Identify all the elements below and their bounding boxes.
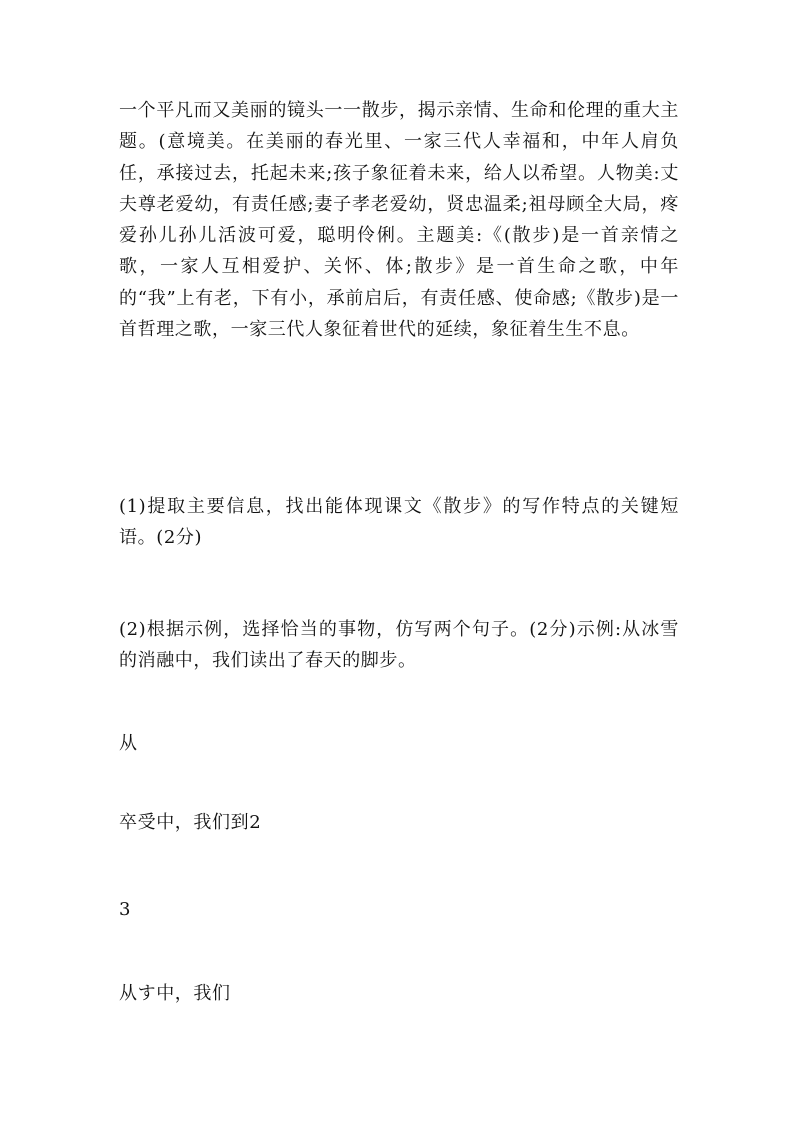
passage-paragraph: 一个平凡而又美丽的镜头一一散步，揭示亲情、生命和伦理的重大主题。(意境美。在美丽的春光里、一家三代人幸福和，中年人肩负任，承接过去，托起未来;孩子象征着未来，给人以希望。人物美:丈夫尊老爱幼，有责任感;妻子孝老爱幼，贤忠温柔;祖母顾全大局，疼爱孙儿孙儿活波可爱，聪明伶俐。主题美:《(散步)是一首亲情之歌，一家人互相爱护、关怀、体;散步》是一首生命之歌，中年的“我”上有老，下有小，承前启后，有责任感、使命感;《散步)是一首哲理之歌，一家三代人象征着世代的延续，象征着生生不息。: [119, 100, 679, 341]
answer-line-3: 3: [119, 899, 132, 920]
question-1: (1)提取主要信息，找出能体现课文《散步》的写作特点的关键短语。(2分): [119, 496, 679, 549]
answer-line-2: 卒受中，我们到2: [119, 812, 262, 833]
answer-line-4: 从す中，我们: [119, 983, 231, 1004]
answer-line-1: 从: [119, 733, 138, 754]
question-2: (2)根据示例，选择恰当的事物，仿写两个句子。(2分)示例:从冰雪的消融中，我们读出了春天的脚步。: [119, 619, 679, 672]
